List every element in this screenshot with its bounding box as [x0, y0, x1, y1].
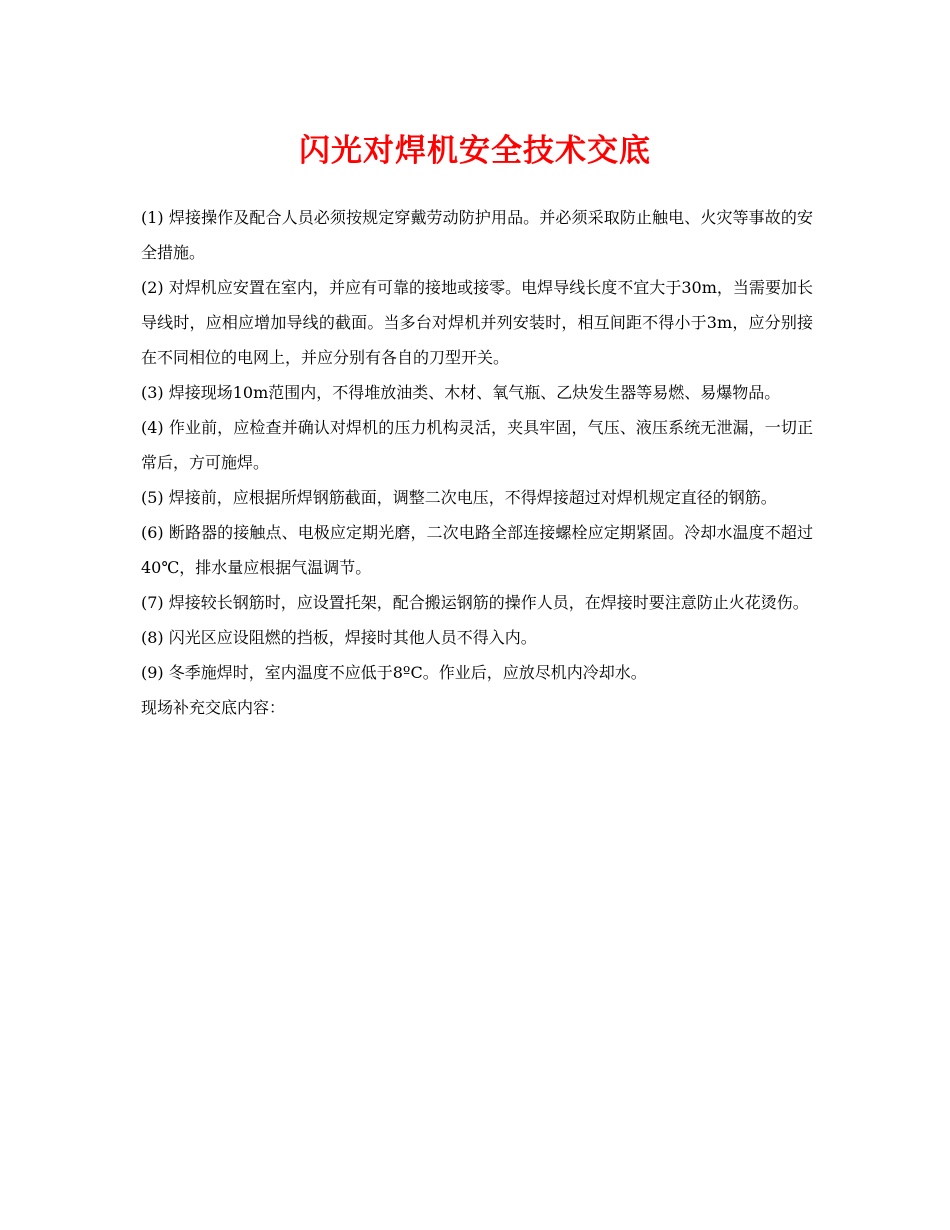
clause-4: (4) 作业前，应检查并确认对焊机的压力机构灵活，夹具牢固，气压、液压系统无泄漏，一切正常后，方可施焊。	[141, 418, 813, 472]
clause-2: (2) 对焊机应安置在室内，并应有可靠的接地或接零。电焊导线长度不宜大于30m，当需要加长导线时，应相应增加导线的截面。当多台对焊机并列安装时，相互间距不得小于3m，应分别接在不同相位的电网上，并应分别有各自的刀型开关。	[141, 278, 813, 367]
supplement-heading: 现场补充交底内容：	[141, 698, 286, 717]
clause-7: (7) 焊接较长钢筋时，应设置托架，配合搬运钢筋的操作人员，在焊接时要注意防止火花烫伤。	[141, 593, 809, 612]
clause-5: (5) 焊接前，应根据所焊钢筋截面，调整二次电压，不得焊接超过对焊机规定直径的钢筋。	[141, 488, 777, 507]
clause-1: (1) 焊接操作及配合人员必须按规定穿戴劳动防护用品。并必须采取防止触电、火灾等事故的安全措施。	[141, 208, 813, 262]
clause-8: (8) 闪光区应设阻燃的挡板，焊接时其他人员不得入内。	[141, 628, 537, 647]
clause-9: (9) 冬季施焊时，室内温度不应低于8ºC。作业后，应放尽机内冷却水。	[141, 663, 647, 682]
clause-3: (3) 焊接现场10m范围内，不得堆放油类、木材、氧气瓶、乙炔发生器等易燃、易爆物品。	[141, 383, 781, 402]
document-title: 闪光对焊机安全技术交底	[299, 133, 651, 169]
document-body	[141, 200, 813, 725]
clause-6: (6) 断路器的接触点、电极应定期光磨，二次电路全部连接螺栓应定期紧固。冷却水温度不超过40℃，排水量应根据气温调节。	[141, 523, 813, 577]
